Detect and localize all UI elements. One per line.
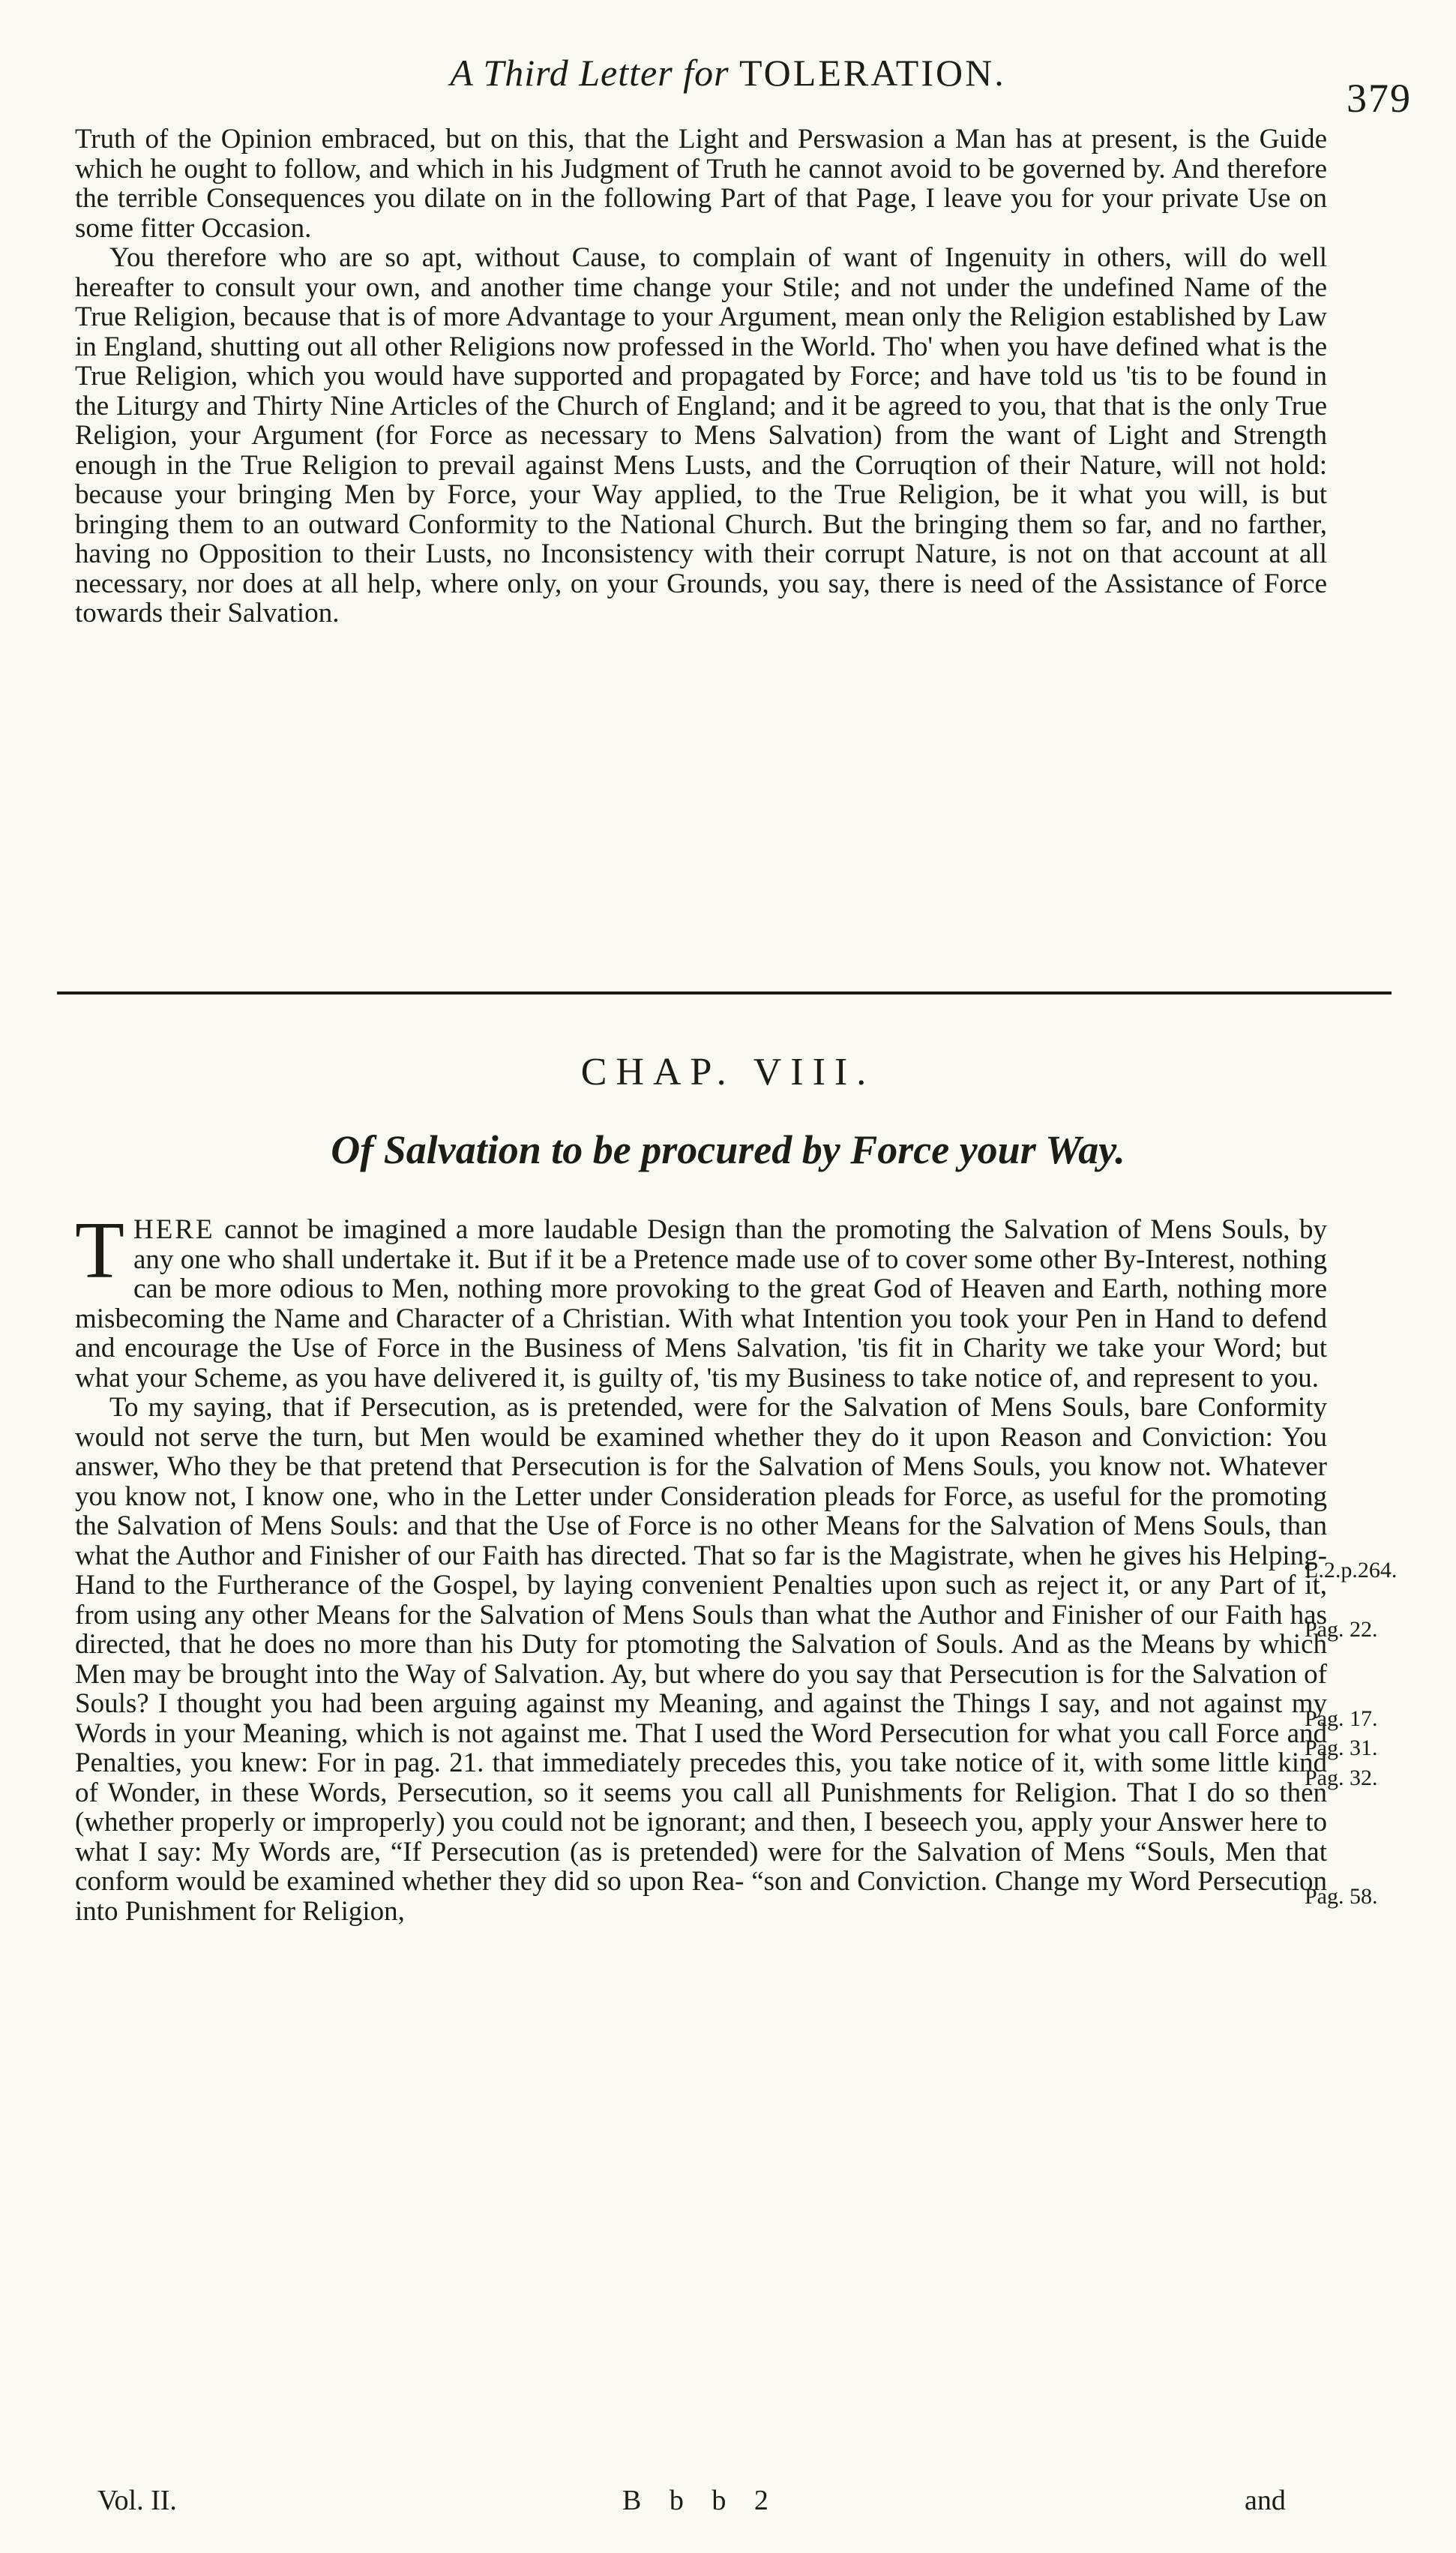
volume-label: Vol. II. xyxy=(97,2485,177,2516)
chapter-title: CHAP. VIII. xyxy=(580,1051,876,1094)
running-head xyxy=(0,51,1456,94)
chapter-text xyxy=(75,1206,1327,1927)
margin-note: Pag. 22. xyxy=(1305,1617,1378,1642)
running-title-caps: TOLERATION. xyxy=(739,52,1006,94)
continuation-text xyxy=(75,124,1327,628)
paragraph-text: cannot be imagined a more laudable Design than the promoting the Salvation of Mens Souls, by any one who shall undertake it. But if it be a Pretence made use of to cover some other By-Interest, nothing can be more odious to Men, nothing more provoking to the great God of Heaven and Earth, nothing more misbecoming the Name and Character of a Christian. With what Intention you took your Pen in Hand to defend and encourage the Use of Force in the Business of Mens Salvation, 'tis fit in Charity we take your Word; but what your Scheme, as you have delivered it, is guilty of, 'tis my Business to take notice of, and represent to you. xyxy=(75,1214,1327,1394)
running-title-italic: A Third Letter for xyxy=(450,52,729,94)
continuation-paragraph: You therefore who are so apt, without Cause, to complain of want of Ingenuity in others, will do well hereafter to consult your own, and another time change your Stile; and not under the undefined Name of the True Religion, because that is of more Advantage to your Argument, mean only the Religion established by Law in England, shutting out all other Religions now professed in the World. Tho' when you have defined what is the True Religion, which you would have supported and propagated by Force; and have told us 'tis to be found in the Liturgy and Thirty Nine Articles of the Church of England; and it be agreed to you, that that is the only True Religion, your Argument (for Force as necessary to Mens Salvation) from the want of Light and Strength enough in the True Religion to prevail against Mens Lusts, and the Corruqtion of their Nature, will not hold: because your bringing Men by Force, your Way applied, to the True Religion, be it what you will, is but bringing them to an outward Conformity to the National Church. But the bringing them so far, and no farther, having no Opposition to their Lusts, no Inconsistency with their corrupt Nature, is not on that account at all necessary, nor does at all help, where only, on your Grounds, you say, there is need of the Assistance of Force towards their Salvation. xyxy=(75,242,1327,628)
margin-note: Pag. 32. xyxy=(1305,1766,1378,1790)
margin-note: Pag. 31. xyxy=(1305,1736,1378,1760)
margin-note: Pag. 58. xyxy=(1305,1884,1378,1909)
signature-mark: B b b 2 xyxy=(622,2485,779,2516)
catchword: and xyxy=(1245,2485,1286,2516)
first-word: HERE xyxy=(133,1214,215,1245)
margin-note: Pag. 17. xyxy=(1305,1706,1378,1731)
page-number: 379 xyxy=(1347,76,1412,121)
chapter-paragraph-1 xyxy=(75,1206,1327,1394)
chapter-divider xyxy=(57,992,1392,994)
margin-note: L.2.p.264. xyxy=(1305,1558,1398,1582)
chapter-paragraph-2: To my saying, that if Persecution, as is pretended, were for the Salvation of Mens Souls, bare Conformity would not serve the turn, but Men would be examined whether they do it upon Reason and Conviction: You answer, Who they be that pretend that Persecution is for the Salvation of Mens Souls, you know not. Whatever you know not, I know one, who in the Letter under Consideration pleads for Force, as useful for the promoting the Salvation of Mens Souls: and that the Use of Force is no other Means for the Salvation of Mens Souls, than what the Author and Finisher of our Faith has directed. That so far is the Magistrate, when he gives his Helping-Hand to the Furtherance of the Gospel, by laying convenient Penalties upon such as reject it, or any Part of it, from using any other Means for the Salvation of Mens Souls than what the Author and Finisher of our Faith has directed, that he does no more than his Duty for ptomoting the Salvation of Souls. And as the Means by which Men may be brought into the Way of Salvation. Ay, but where do you say that Persecution is for the Salvation of Souls? I thought you had been arguing against my Meaning, and against the Things I say, and not against my Words in your Meaning, which is not against me. That I used the Word Persecution for what you call Force and Penalties, you knew: For in pag. 21. that immediately precedes this, you take notice of it, with some little kind of Wonder, in these Words, Persecution, so it seems you call all Punishments for Religion. That I do so then (whether properly or improperly) you could not be ignorant; and then, I beseech you, apply your Answer here to what I say: My Words are, “If Persecution (as is pretended) were for the Salvation of Mens “Souls, Men that conform would be examined whether they did so upon Rea- “son and Conviction. Change my Word Persecution into Punishment for Religion, xyxy=(75,1392,1327,1927)
continuation-paragraph: Truth of the Opinion embraced, but on this, that the Light and Perswasion a Man has at present, is the Guide which he ought to follow, and which in his Judgment of Truth he cannot avoid to be governed by. And therefore the terrible Consequences you dilate on in the following Part of that Page, I leave you for your private Use on some fitter Occasion. xyxy=(75,124,1327,244)
drop-cap: T xyxy=(75,1206,124,1295)
chapter-subtitle: Of Salvation to be procured by Force your Way. xyxy=(331,1127,1125,1172)
